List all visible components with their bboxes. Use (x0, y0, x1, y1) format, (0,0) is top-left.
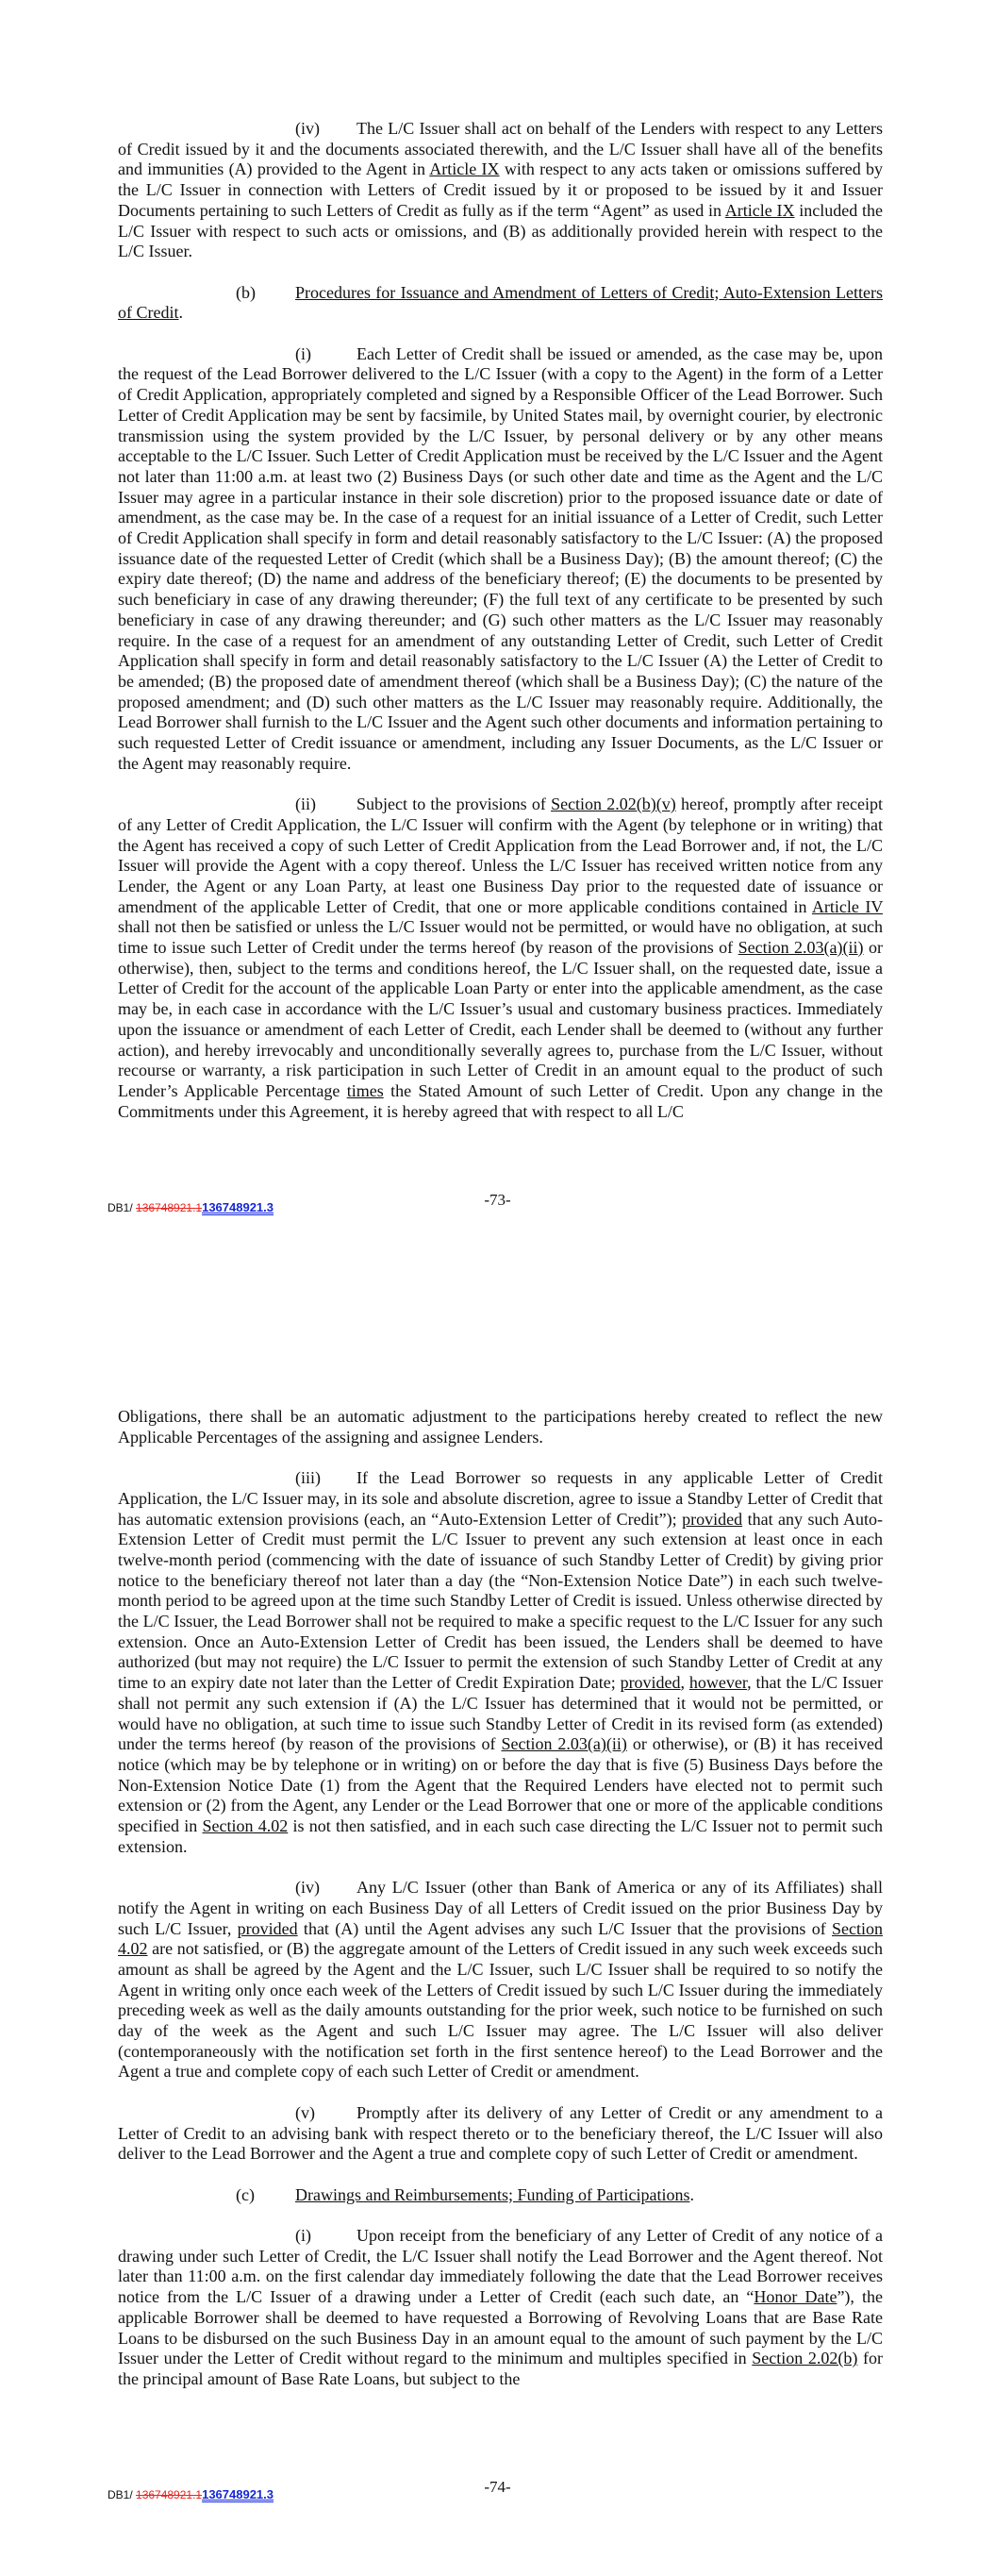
text-run: Each Letter of Credit shall be issued or amended, as the case may be, upon the request of the Lead Borrower delivered to the L/C Issuer (with a copy to the Agent) in the form of a Letter of Credit Application, appropriately completed and signed by a Responsible Officer of the Lead Borrower. Such Letter of Credit Application may be sent by facsimile, by United States mail, by overnight courier, by electronic transmission using the system provided by the L/C Issuer, by personal delivery or by any other means acceptable to the L/C Issuer. Such Letter of Credit Application must be received by the L/C Issuer and the Agent not later than 11:00 a.m. at least two (2) Business Days (or such other date and time as the Agent and the L/C Issuer may agree in a particular instance in their sole discretion) prior to the proposed issuance date or date of amendment, as the case may be. In the case of a request for an initial issuance of a Letter of Credit, such Letter of Credit Application shall specify in form and detail reasonably satisfactory to the L/C Issuer: (A) the proposed issuance date of the requested Letter of Credit (which shall be a Business Day); (B) the amount thereof; (C) the expiry date thereof; (D) the name and address of the beneficiary thereof; (E) the documents to be presented by such beneficiary in case of any drawing thereunder; (F) the full text of any certificate to be presented by such beneficiary in case of any drawing thereunder; and (G) such other matters as the L/C Issuer may reasonably require. In the case of a request for an amendment of any outstanding Letter of Credit, such Letter of Credit Application shall specify in form and detail reasonably satisfactory to the L/C Issuer (A) the Letter of Credit to be amended; (B) the proposed date of amendment thereof (which shall be a Business Day); (C) the nature of the proposed amendment; and (D) such other matters as the L/C Issuer may reasonably require. Additionally, the Lead Borrower shall furnish to the L/C Issuer and the Agent such other documents and information pertaining to such requested Letter of Credit issuance or amendment, including any Issuer Documents, as the L/C Issuer or the Agent may reasonably require. (118, 343, 883, 773)
text-run: If the Lead Borrower so requests in any applicable Letter of Credit Application, the L/C Issuer may, in its sole and absolute discretion, agree to issue a Standby Letter of Credit that has automatic extension provisions (each, an “Auto-Extension Letter of Credit”); (118, 1468, 883, 1529)
underlined-reference: however (688, 1673, 748, 1693)
underlined-reference: provided (620, 1673, 681, 1693)
section-heading (118, 2185, 883, 2206)
clause-label: (i) (295, 343, 311, 363)
document-id-footer (108, 1200, 274, 1214)
text-run: that (A) until the Agent advises any such L/C Issuer that the provisions of (297, 1918, 832, 1938)
text-run: Subject to the provisions of (357, 795, 552, 814)
section-heading (118, 283, 883, 324)
clause-label: (c) (236, 2184, 255, 2204)
clause-label: (v) (295, 2102, 315, 2122)
deleted-doc-id: 136748921.1 (136, 2488, 203, 2501)
paragraph (118, 795, 883, 1122)
clause-label: (ii) (295, 795, 316, 814)
text-run: The L/C Issuer shall act on behalf of the Lenders with respect to any Letters of Credit issued by it and the documents associated therewith, and the L/C Issuer shall have all of the benefits and immunities (A) provided to the Agent in (118, 119, 883, 179)
text-run: that any such Auto-Extension Letter of Credit must permit the L/C Issuer to prevent any such extension at least once in each twelve-month period (commencing with the date of issuance of such Standby Letter of Credit) by giving prior notice to the beneficiary thereof not later than a day (the “Non-Extension Notice Date”) in each such twelve-month period to be agreed upon at the time such Standby Letter of Credit is issued. Unless otherwise directed by the L/C Issuer, the Lead Borrower shall not be required to make a specific request to the L/C Issuer for any such extension. Once an Auto-Extension Letter of Credit has been issued, the Lenders shall be deemed to have authorized (but may not require) the L/C Issuer to permit the extension of such Standby Letter of Credit at any time to an expiry date not later than the Letter of Credit Expiration Date; (118, 1509, 884, 1693)
deleted-doc-id: 136748921.1 (136, 1201, 203, 1214)
text-run: with respect to any acts taken or omissions suffered by the L/C Issuer in connection with Letters of Credit issued by it or proposed to be issued by it and Issuer Documents pertaining to such Letters of Credit as fully as if the term “Agent” as used in (118, 159, 883, 220)
text-run: , (680, 1673, 689, 1693)
inserted-doc-id: 136748921.3 (202, 2487, 274, 2501)
text-run: is not then satisfied, and in each such case directing the L/C Issuer not to permit such extension. (118, 1816, 883, 1856)
underlined-reference: Section 2.02(b)(v) (551, 795, 676, 814)
text-run: , that the L/C Issuer shall not permit any such extension if (A) the L/C Issuer has determined that it would not be permitted, or would have no obligation, at such time to issue such Standby Letter of Credit in its revised form (as extended) under the terms hereof (by reason of the provisions of (118, 1673, 883, 1754)
page-74-body (118, 1407, 883, 2410)
text-run: . (178, 303, 183, 323)
underlined-reference: Drawings and Reimbursements; Funding of Participations (295, 2184, 690, 2204)
paragraph (118, 1878, 883, 2083)
text-run: . (689, 2184, 694, 2204)
doc-prefix: DB1/ (108, 1201, 137, 1214)
text-run: shall not then be satisfied or unless the L/C Issuer would not be permitted, or would have no obligation, at such time to issue such Letter of Credit under the terms hereof (by reason of the provisions of (118, 917, 883, 958)
text-run: Any L/C Issuer (other than Bank of America or any of its Affiliates) shall notify the Agent in writing on each Business Day of all Letters of Credit issued on the prior Business Day by such L/C Issuer, (118, 1878, 883, 1938)
underlined-reference: Article IX (724, 200, 795, 220)
paragraph (118, 2103, 883, 2165)
page-number: -73- (484, 1191, 511, 1209)
underlined-reference: Procedures for Issuance and Amendment of Letters of Credit; Auto-Extension Letters of Credit (118, 282, 883, 323)
text-run: are not satisfied, or (B) the aggregate amount of the Letters of Credit issued in any such week exceeds such amount as shall be agreed by the Agent and the L/C Issuer, such L/C Issuer shall be required to so notify the Agent in writing only once each week of the Letters of Credit issued by such L/C Issuer during the immediately preceding week as well as the daily amounts outstanding for the prior week, such notice to be furnished on such day of the week as the Agent and such L/C Issuer may agree. The L/C Issuer will also deliver (contemporaneously with the notification set forth in the first sentence hereof) to the Lead Borrower and the Agent a true and complete copy of each such Letter of Credit or amendment. (118, 1939, 883, 2082)
underlined-reference: provided (682, 1509, 743, 1529)
underlined-reference: Section 2.02(b) (752, 2349, 858, 2368)
inserted-doc-id: 136748921.3 (202, 1200, 274, 1214)
page-number: -74- (484, 2478, 511, 2496)
clause-label: (i) (295, 2226, 311, 2246)
underlined-reference: Section 2.03(a)(ii) (738, 938, 864, 958)
text-run: for the principal amount of Base Rate Loans, but subject to the (118, 2349, 883, 2388)
text-run: hereof, promptly after receipt of any Letter of Credit Application, the L/C Issuer will confirm with the Agent (by telephone or in writing) that the Agent has received a copy of such Letter of Credit Application from the Lead Borrower and, if not, the L/C Issuer will provide the Agent with a copy thereof. Unless the L/C Issuer has received written notice from any Lender, the Agent or any Loan Party, at least one Business Day prior to the requested date of issuance or amendment of the applicable Letter of Credit, that one or more applicable conditions contained in (118, 795, 884, 916)
clause-label: (iv) (295, 1878, 320, 1898)
text-run: or otherwise), or (B) it has received notice (which may be by telephone or in writing) on or before the day that is five (5) Business Days before the Non-Extension Notice Date (1) from the Agent that the Required Lenders have elected not to permit such extension or (2) from the Agent, any Lender or the Lead Borrower that one or more of the applicable conditions specified in (118, 1734, 883, 1836)
underlined-reference: Section 4.02 (118, 1918, 883, 1959)
text-run: Promptly after its delivery of any Letter of Credit or any amendment to a Letter of Credit to an advising bank with respect thereto or to the beneficiary thereof, the L/C Issuer will also deliver to the Lead Borrower and the Agent a true and complete copy of such Letter of Credit or amendment. (118, 2102, 883, 2164)
underlined-reference: provided (237, 1918, 298, 1938)
underlined-reference: Honor Date (754, 2287, 837, 2307)
clause-label: (b) (236, 282, 256, 302)
text-run: the Stated Amount of such Letter of Credit. Upon any change in the Commitments under this Agreement, it is hereby agreed that with respect to all L/C (118, 1081, 883, 1121)
paragraph (118, 344, 883, 775)
paragraph (118, 119, 883, 262)
document-id-footer (108, 2487, 274, 2501)
underlined-reference: Section 2.03(a)(ii) (501, 1734, 627, 1754)
text-run: Upon receipt from the beneficiary of any Letter of Credit of any notice of a drawing under such Letter of Credit, the L/C Issuer shall notify the Lead Borrower and the Agent thereof. Not later than 11:00 a.m. on the first calendar day immediately following the date that the Lead Borrower receives notice from the L/C Issuer of a drawing under a Letter of Credit (each such date, an “ (118, 2226, 883, 2307)
text-run: included the L/C Issuer with respect to such acts or omissions, and (B) as additionally provided herein with respect to the L/C Issuer. (118, 200, 883, 261)
clause-label: (iv) (295, 119, 320, 138)
doc-prefix: DB1/ (108, 2488, 137, 2501)
underlined-reference: Section 4.02 (202, 1816, 289, 1836)
underlined-reference: Article IX (429, 159, 500, 179)
clause-label: (iii) (295, 1468, 321, 1488)
paragraph (118, 1407, 883, 1447)
underlined-reference: Article IV (811, 896, 883, 916)
page-73-body (118, 119, 883, 1143)
underlined-reference: times (346, 1081, 384, 1100)
paragraph (118, 2226, 883, 2390)
text-run: ”), the applicable Borrower shall be deemed to have requested a Borrowing of Revolving Loans that are Base Rate Loans to be disbursed on the such Business Day in an amount equal to the amount of such payment by the L/C Issuer under the Letter of Credit without regard to the minimum and multiples specified in (118, 2287, 883, 2368)
paragraph (118, 1468, 883, 1857)
text-run: Obligations, there shall be an automatic adjustment to the participations hereby created to reflect the new Applicable Percentages of the assigning and assignee Lenders. (118, 1407, 883, 1447)
text-run: or otherwise), then, subject to the terms and conditions hereof, the L/C Issuer shall, on the requested date, issue a Letter of Credit for the account of the applicable Loan Party or enter into the applicable amendment, as the case may be, in each case in accordance with the L/C Issuer’s usual and customary business practices. Immediately upon the issuance or amendment of each Letter of Credit, each Lender shall be deemed to (without any further action), and hereby irrevocably and unconditionally severally agrees to, purchase from the L/C Issuer, without recourse or warranty, a risk participation in such Letter of Credit in an amount equal to the product of such Lender’s Applicable Percentage (118, 938, 883, 1100)
